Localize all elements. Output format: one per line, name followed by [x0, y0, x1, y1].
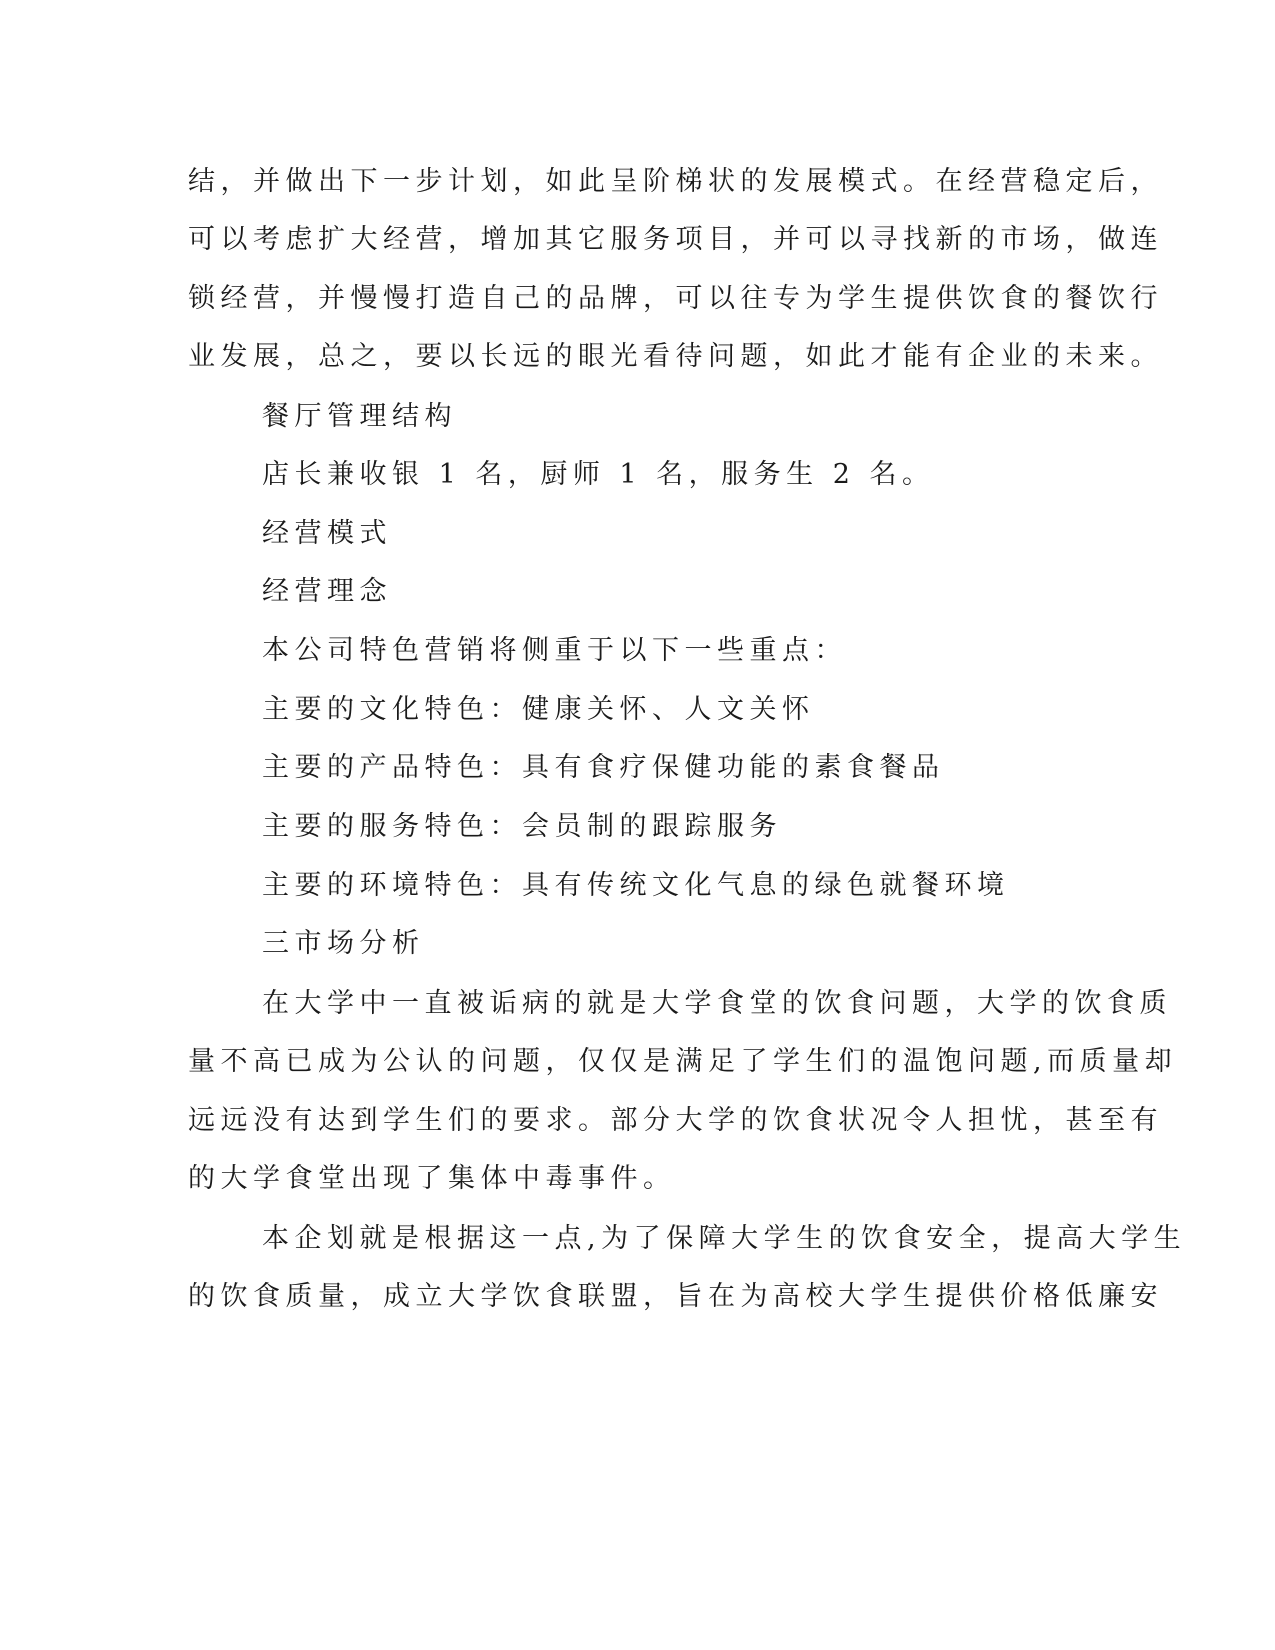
body-text-line: 结，并做出下一步计划，如此呈阶梯状的发展模式。在经营稳定后， — [188, 166, 1163, 197]
section-heading-market-analysis: 三市场分析 — [262, 928, 425, 959]
feature-environment-text: 主要的环境特色：具有传统文化气息的绿色就餐环境 — [262, 870, 1010, 901]
body-text-line: 的大学食堂出现了集体中毒事件。 — [188, 1163, 676, 1194]
body-text-line: 的饮食质量，成立大学饮食联盟，旨在为高校大学生提供价格低廉安 — [188, 1281, 1163, 1312]
staffing-text: 店长兼收银 1 名，厨师 1 名，服务生 2 名。 — [262, 459, 935, 490]
feature-service-text: 主要的服务特色：会员制的跟踪服务 — [262, 811, 782, 842]
body-text-line: 锁经营，并慢慢打造自己的品牌，可以往专为学生提供饮食的餐饮行 — [188, 283, 1163, 314]
body-text-line: 本企划就是根据这一点,为了保障大学生的饮食安全，提高大学生 — [262, 1223, 1187, 1254]
body-text-line: 可以考虑扩大经营，增加其它服务项目，并可以寻找新的市场，做连 — [188, 224, 1163, 255]
marketing-intro-text: 本公司特色营销将侧重于以下一些重点： — [262, 635, 847, 666]
section-heading-business-philosophy: 经营理念 — [262, 576, 392, 607]
section-heading-business-model: 经营模式 — [262, 518, 392, 549]
body-text-line: 在大学中一直被诟病的就是大学食堂的饮食问题，大学的饮食质 — [262, 988, 1172, 1019]
section-heading-management-structure: 餐厅管理结构 — [262, 401, 457, 432]
feature-culture-text: 主要的文化特色：健康关怀、人文关怀 — [262, 694, 815, 725]
body-text-line: 业发展，总之，要以长远的眼光看待问题，如此才能有企业的未来。 — [188, 341, 1163, 372]
feature-product-text: 主要的产品特色：具有食疗保健功能的素食餐品 — [262, 752, 945, 783]
body-text-line: 量不高已成为公认的问题，仅仅是满足了学生们的温饱问题,而质量却 — [188, 1046, 1178, 1077]
body-text-line: 远远没有达到学生们的要求。部分大学的饮食状况令人担忧，甚至有 — [188, 1105, 1163, 1136]
